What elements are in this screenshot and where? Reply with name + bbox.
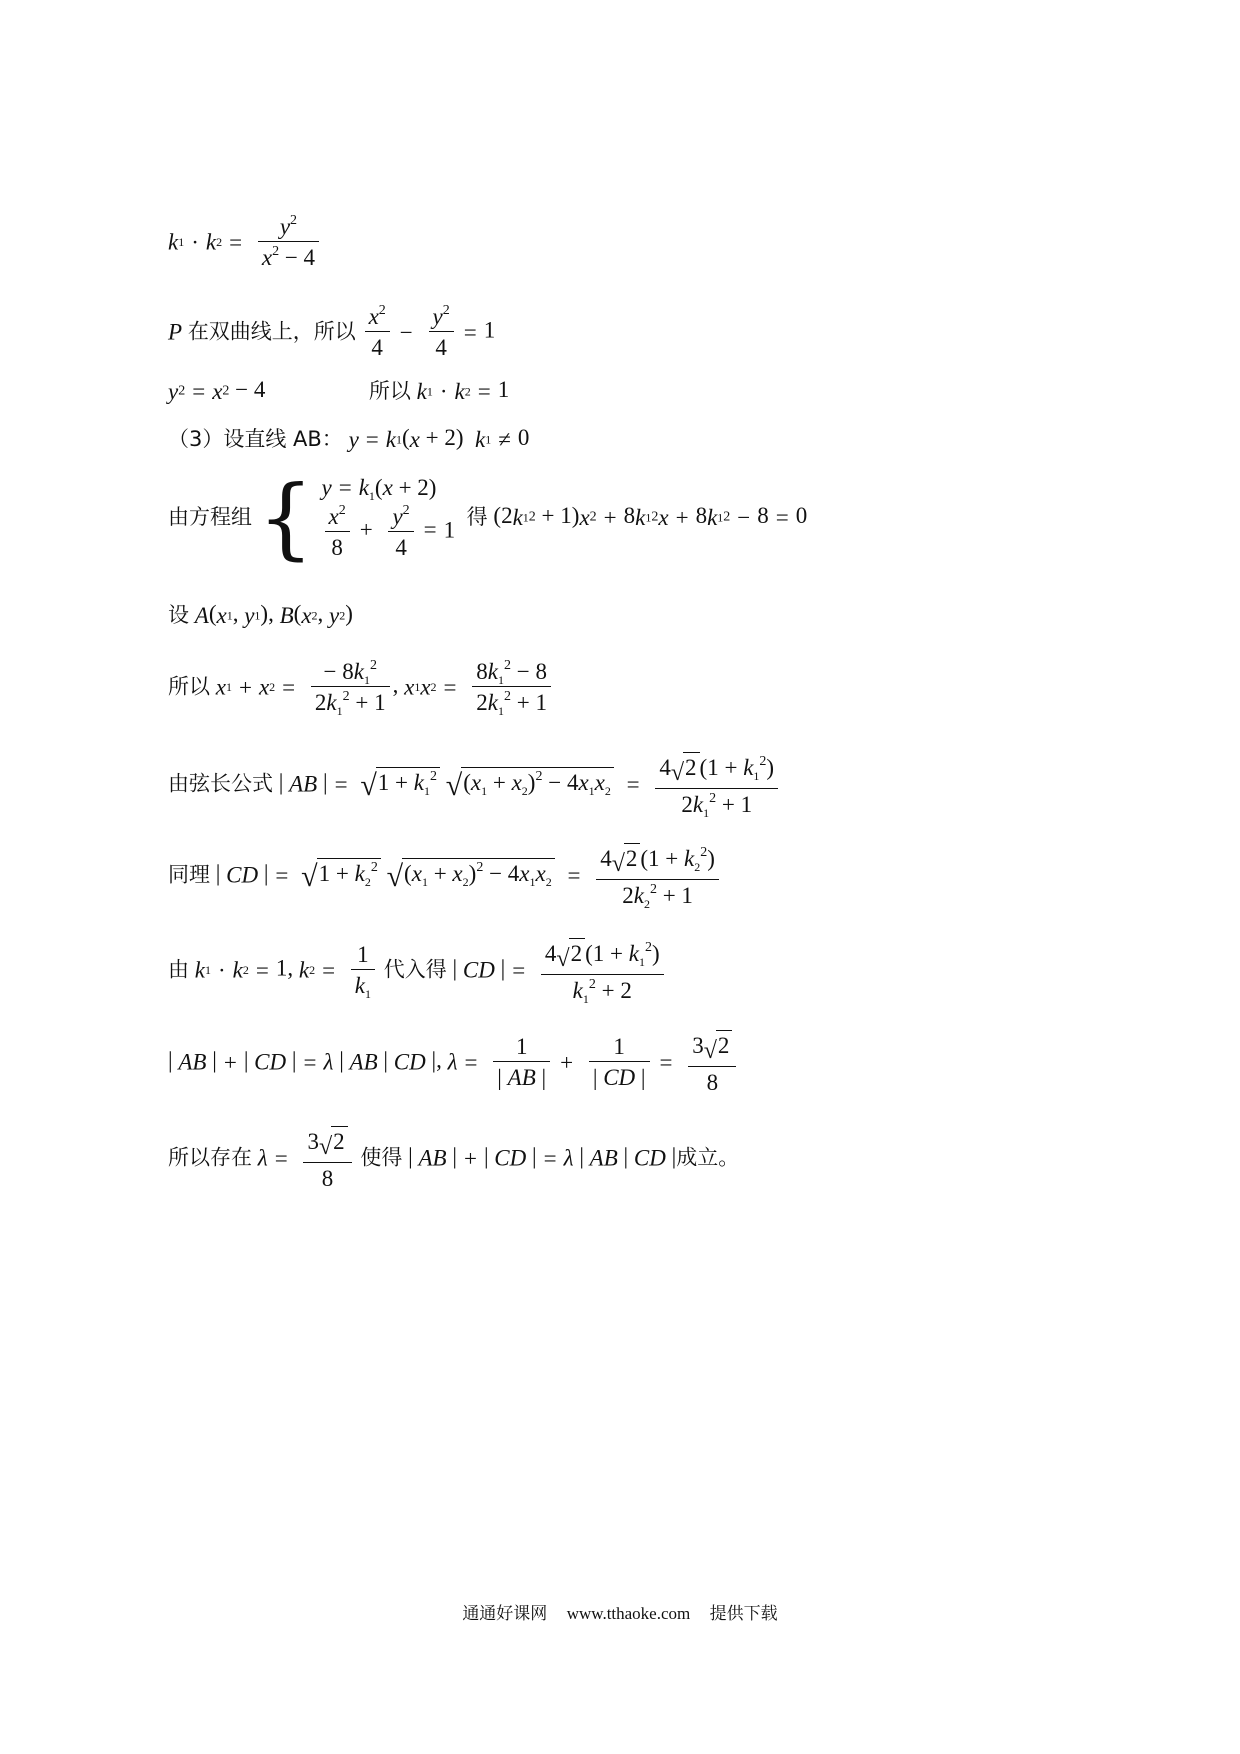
text-obtain: 得	[466, 505, 488, 529]
eq-system: 由方程组 { $y = k_1(x + 2)$ $\frac{x^2}{8}$ + $\frac{y^2}{4}$ = 1 得 (2k12 + 1)x2 + 8k12x + 8k12 − 8 = 0	[168, 465, 808, 569]
text-exists: 所以存在	[168, 1145, 252, 1170]
eq-conclusion: 所以存在 λ = $\frac{3√2}{8}$ 使得 | AB | + | CD | = λ | AB | CD |成立。	[168, 1126, 739, 1190]
text-holds: 成立。	[676, 1145, 740, 1170]
text-therefore: 所以	[368, 379, 411, 404]
text-chord-formula: 由弦长公式	[168, 771, 273, 796]
eq-chord-ab: 由弦长公式 | AB | = $√1 + k_1^2$ $√(x_1 + x_2)^2 - 4x_1x_2$ = $\frac{4√2 (1 + k_1^2)}{2k_1^2 + 1}$	[168, 752, 781, 816]
eq-substitute-k2: 由 k1 · k2 = 1, k2 = $\frac{1}{k_1}$ 代入得 | CD | = $\frac{4√2 (1 + k_1^2)}{k_1^2 + 2}$	[168, 938, 667, 1002]
eq-y2-and-k-product: y2 = x2 − 4 所以 k1 · k2 = 1	[168, 377, 510, 405]
text-set-line: （3）设直线 AB：	[168, 427, 343, 452]
text-so: 所以	[168, 674, 210, 699]
eq-vieta: 所以 x1 + x2 = $\frac{- 8k_1^2}{2k_1^2 + 1}$ , x1x2 = $\frac{8k_1^2 - 8}{2k_1^2 + 1}$	[168, 660, 554, 714]
text-let: 设	[168, 603, 189, 628]
footer-download: 提供下载	[709, 1604, 778, 1624]
footer-site-name: 通通好课网	[462, 1604, 548, 1624]
text-similarly: 同理	[168, 862, 210, 887]
eq-chord-cd: 同理 | CD | = $√1 + k_2^2$ $√(x_1 + x_2)^2 - 4x_1x_2$ = $\frac{4√2 (1 + k_2^2)}{2k_2^2 + 1}$	[168, 843, 722, 907]
eq-k1k2-ratio: k1 · k2 = $\frac{y^2}{x^2 - 4}$	[168, 215, 322, 269]
text-such-that: 使得	[360, 1145, 403, 1170]
text-on-hyperbola: 在双曲线上，所以	[187, 319, 356, 344]
eq-line-ab: （3）设直线 AB： y = k1(x + 2) k1 ≠ 0	[168, 425, 530, 453]
eq-points-ab: 设 A(x1, y1), B(x2, y2)	[168, 601, 353, 629]
eq-p-on-hyperbola: P 在双曲线上，所以 $\frac{x^2}{4}$ − $\frac{y^2}{4}$ = 1	[168, 303, 496, 360]
text-substitute: 代入得	[383, 957, 447, 982]
eq-lambda: | AB | + | CD | = λ | AB | CD |, λ = $\frac{1}{| AB |}$ + $\frac{1}{| CD |}$ = $\frac{3√2}{8}$	[168, 1030, 739, 1094]
footer-url[interactable]: www.tthaoke.com	[566, 1604, 691, 1623]
page-footer	[0, 1599, 1240, 1624]
text-by-system: 由方程组	[168, 505, 252, 529]
text-from: 由	[168, 957, 189, 982]
